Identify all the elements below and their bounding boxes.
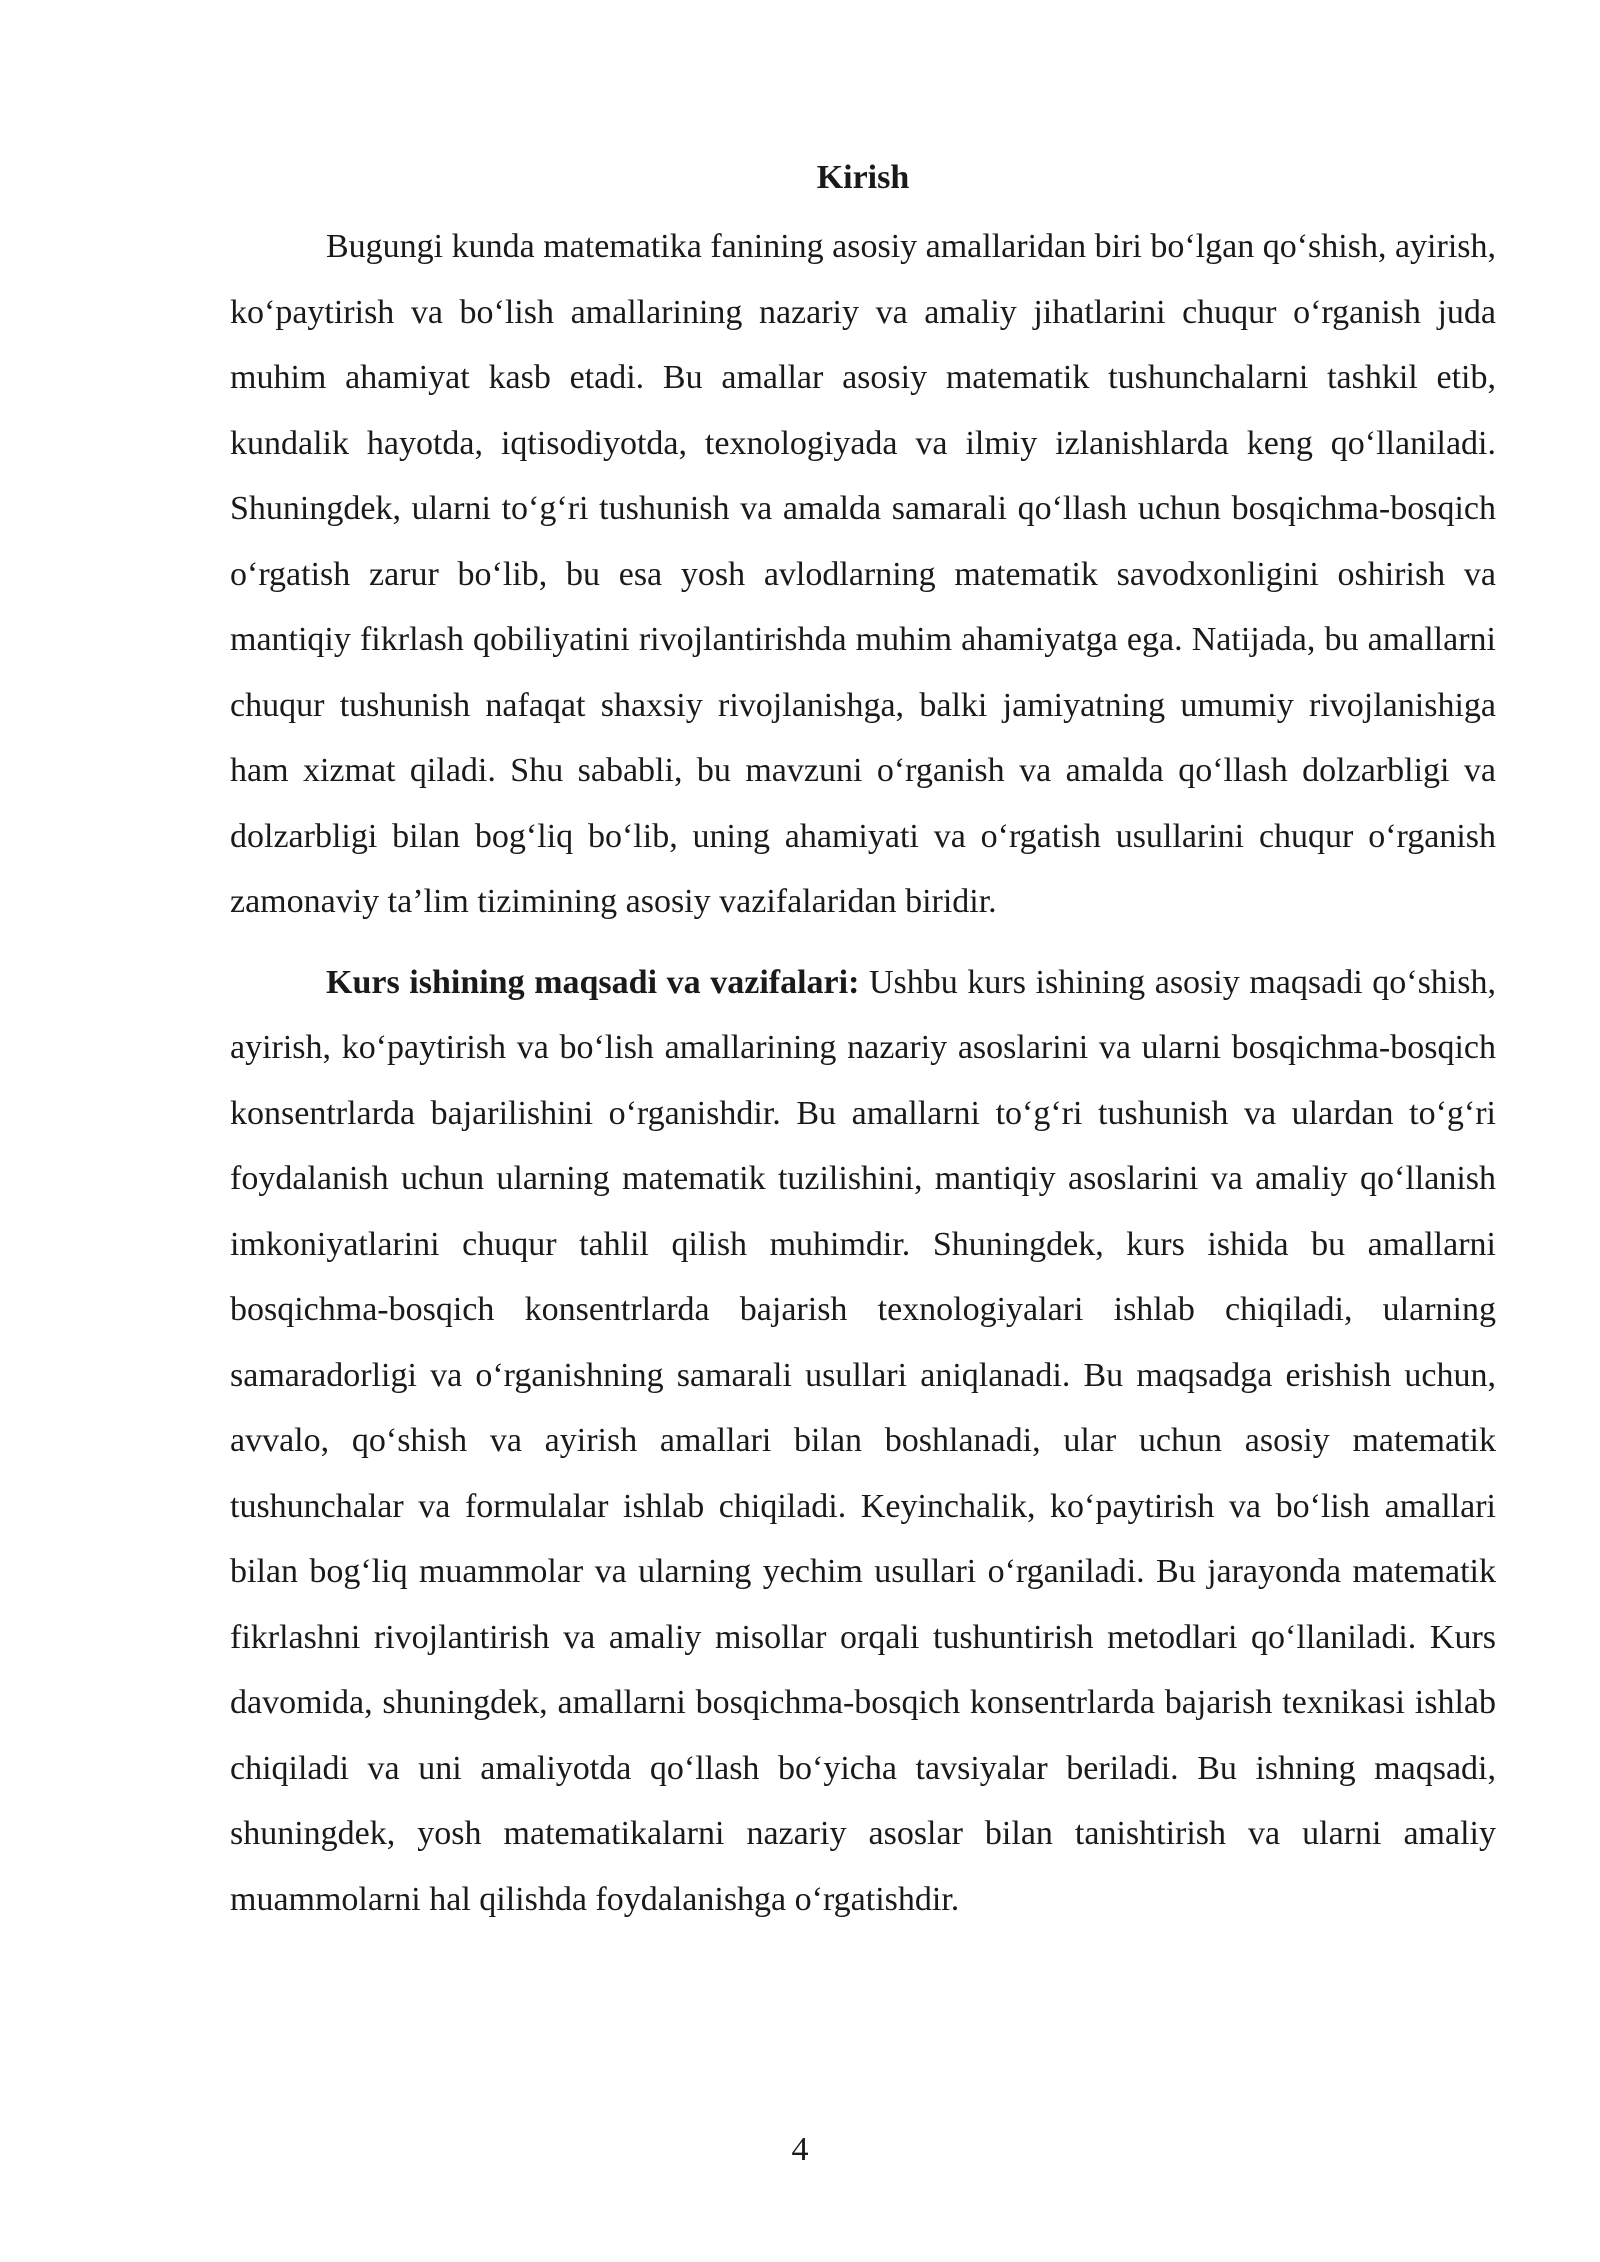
goals-paragraph <box>230 950 1496 1933</box>
intro-paragraph: Bugungi kunda matematika fanining asosiy amallaridan biri bo‘lgan qo‘shish, ayirish, ko‘paytirish va bo‘lish amallarining nazariy va amaliy jihatlarini chuqur o‘rganish juda muhim ahamiyat kasb etadi. Bu amallar asosiy matematik tushunchalarni tashkil etib, kundalik hayotda, iqtisodiyotda, texnologiyada va ilmiy izlanishlarda keng qo‘llaniladi. Shuningdek, ularni to‘g‘ri tushunish va amalda samarali qo‘llash uchun bosqichma-bosqich o‘rgatish zarur bo‘lib, bu esa yosh avlodlarning matematik savodxonligini oshirish va mantiqiy fikrlash qobiliyatini rivojlantirishda muhim ahamiyatga ega. Natijada, bu amallarni chuqur tushunish nafaqat shaxsiy rivojlanishga, balki jamiyatning umumiy rivojlanishiga ham xizmat qiladi. Shu sababli, bu mavzuni o‘rganish va amalda qo‘llash dolzarbligi va dolzarbligi bilan bog‘liq bo‘lib, uning ahamiyati va o‘rgatish usullarini chuqur o‘rganish zamonaviy ta’lim tizimining asosiy vazifalaridan biridir. <box>230 228 1496 920</box>
goals-body: Ushbu kurs ishining asosiy maqsadi qo‘shish, ayirish, ko‘paytirish va bo‘lish amallarining nazariy asoslarini va ularni bosqichma-bosqich konsentrlarda bajarilishini o‘rganishdir. Bu amallarni to‘g‘ri tushunish va ulardan to‘g‘ri foydalanish uchun ularning matematik tuzilishini, mantiqiy asoslarini va amaliy qo‘llanish imkoniyatlarini chuqur tahlil qilish muhimdir. Shuningdek, kurs ishida bu amallarni bosqichma-bosqich konsentrlarda bajarish texnologiyalari ishlab chiqiladi, ularning samaradorligi va o‘rganishning samarali usullari aniqlanadi. Bu maqsadga erishish uchun, avvalo, qo‘shish va ayirish amallari bilan boshlanadi, ular uchun asosiy matematik tushunchalar va formulalar ishlab chiqiladi. Keyinchalik, ko‘paytirish va bo‘lish amallari bilan bog‘liq muammolar va ularning yechim usullari o‘rganiladi. Bu jarayonda matematik fikrlashni rivojlantirish va amaliy misollar orqali tushuntirish metodlari qo‘llaniladi. Kurs davomida, shuningdek, amallarni bosqichma-bosqich konsentrlarda bajarish texnikasi ishlab chiqiladi va uni amaliyotda qo‘llash bo‘yicha tavsiyalar beriladi. Bu ishning maqsadi, shuningdek, yosh matematikalarni nazariy asoslar bilan tanishtirish va ularni amaliy muammolarni hal qilishda foydalanishga o‘rgatishdir. <box>230 963 1496 1918</box>
page-number: 4 <box>791 2131 809 2168</box>
document-page <box>230 148 1496 1932</box>
goals-heading: Kurs ishining maqsadi va vazifalari: <box>326 963 860 1001</box>
section-title: Kirish <box>816 159 910 196</box>
